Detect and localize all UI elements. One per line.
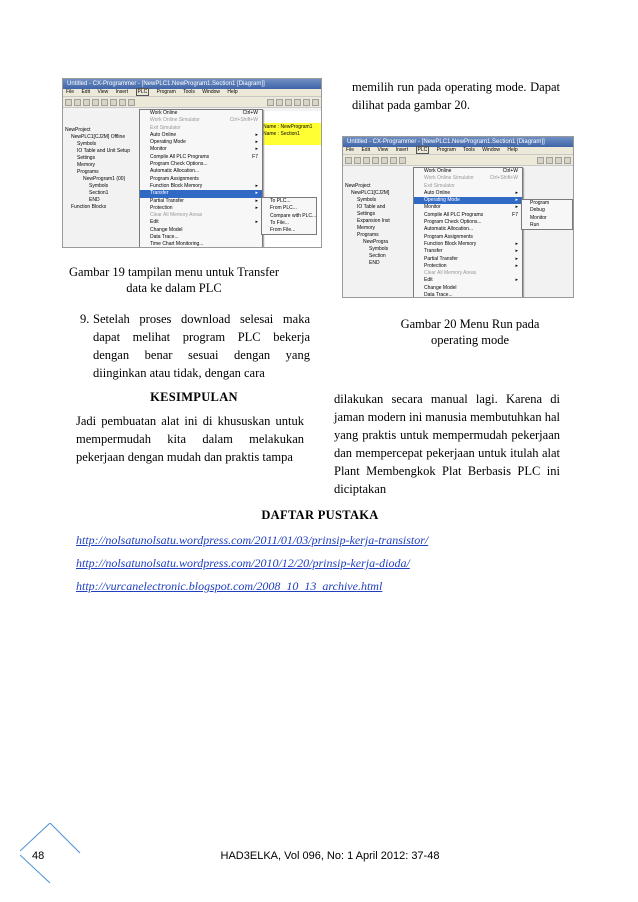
tree-item[interactable]: Programs bbox=[77, 169, 99, 175]
menu-item-auto-online[interactable]: Auto Online ▸ bbox=[150, 131, 258, 138]
menu-item-clear-memory[interactable]: Clear All Memory Areas bbox=[424, 270, 477, 277]
menu-help[interactable]: Help bbox=[227, 89, 238, 95]
tree-item[interactable]: Settings bbox=[357, 211, 376, 217]
transfer-icon[interactable] bbox=[312, 99, 319, 106]
tree-item[interactable]: Function Blocks bbox=[71, 204, 107, 210]
save-icon[interactable] bbox=[83, 99, 90, 106]
menu-item-change-model[interactable]: Change Model bbox=[150, 226, 183, 233]
menubar bbox=[63, 89, 321, 97]
project-tree bbox=[65, 127, 130, 211]
menu-item-exit-simulator[interactable]: Exit Simulator bbox=[150, 124, 181, 131]
menubar bbox=[343, 147, 573, 155]
new-icon[interactable] bbox=[65, 99, 72, 106]
menu-plc[interactable]: PLC bbox=[137, 89, 148, 95]
menu-item-auto-allocation[interactable]: Automatic Allocation... bbox=[150, 168, 200, 175]
menu-plc[interactable]: PLC bbox=[417, 147, 428, 153]
project-tree bbox=[345, 183, 390, 267]
step-9-paragraph: Setelah proses download selesai maka dapat melihat program PLC bekerja dengan benar sesuai dengan yang diinginkan atau tidak, dengan cara bbox=[93, 312, 310, 380]
tree-item[interactable]: Memory bbox=[77, 162, 96, 168]
menu-tools[interactable]: Tools bbox=[183, 89, 195, 95]
toolbar bbox=[63, 97, 321, 108]
ladder-icon[interactable] bbox=[267, 99, 274, 106]
save-icon[interactable] bbox=[363, 157, 370, 164]
menu-item-fb-memory[interactable]: Function Block Memory ▸ bbox=[150, 182, 258, 189]
cut-icon[interactable] bbox=[381, 157, 388, 164]
copy-icon[interactable] bbox=[390, 157, 397, 164]
open-icon[interactable] bbox=[74, 99, 81, 106]
tree-item[interactable]: Settings bbox=[77, 155, 96, 161]
window-title: Untitled - CX-Programmer - [NewPLC1.NewProgram1.Section1 [Diagram]] bbox=[343, 137, 573, 147]
coil-icon[interactable] bbox=[555, 157, 562, 164]
menu-item-program-check[interactable]: Program Check Options... bbox=[150, 161, 208, 168]
right-intro-paragraph: memilih run pada operating mode. Dapat dilihat pada gambar 20. bbox=[352, 80, 560, 112]
menu-window[interactable]: Window bbox=[202, 89, 221, 95]
menu-view[interactable]: View bbox=[97, 89, 109, 95]
step-9-number: 9. bbox=[80, 312, 90, 326]
submenu-to-plc[interactable]: To PLC... bbox=[270, 198, 291, 204]
page-tab-shape bbox=[20, 823, 82, 883]
monitor-icon[interactable] bbox=[303, 99, 310, 106]
menu-window[interactable]: Window bbox=[482, 147, 501, 153]
submenu-compare-plc[interactable]: Compare with PLC... bbox=[270, 212, 317, 219]
submenu-program[interactable]: Program bbox=[530, 200, 550, 206]
menu-program[interactable]: Program bbox=[436, 147, 456, 153]
new-icon[interactable] bbox=[345, 157, 352, 164]
tree-item[interactable]: END bbox=[89, 197, 100, 203]
tree-item[interactable]: END bbox=[369, 260, 380, 266]
menu-tools[interactable]: Tools bbox=[463, 147, 475, 153]
tree-item[interactable]: NewProgram1 (00) bbox=[83, 176, 126, 182]
menu-item-fb-memory[interactable]: Function Block Memory ▸ bbox=[424, 240, 518, 247]
menu-item-auto-online[interactable]: Auto Online ▸ bbox=[424, 189, 518, 196]
menu-item-monitor[interactable]: Monitor ▸ bbox=[424, 204, 518, 211]
menu-item-partial-transfer[interactable]: Partial Transfer ▸ bbox=[424, 255, 518, 262]
tree-item[interactable]: IO Table and Unit Setup bbox=[77, 148, 130, 154]
menu-item-auto-allocation[interactable]: Automatic Allocation... bbox=[424, 226, 474, 233]
menu-item-work-online[interactable]: Work Online Ctrl+W bbox=[424, 168, 518, 174]
page-number: 48 bbox=[32, 850, 45, 862]
menu-item-work-online-simulator[interactable]: Work Online Simulator Ctrl+Shift+W bbox=[150, 117, 258, 124]
reference-link[interactable]: http://nolsatunolsatu.wordpress.com/2011/01/03/prinsip-kerja-transistor/ bbox=[76, 533, 429, 547]
menu-item-program-assignments[interactable]: Program Assignments bbox=[150, 175, 199, 182]
figure-20-screenshot bbox=[342, 136, 574, 298]
menu-item-operating-mode[interactable]: Operating Mode ▸ bbox=[414, 197, 522, 204]
toolbar bbox=[343, 155, 573, 166]
window-title: Untitled - CX-Programmer - [NewPLC1.NewProgram1.Section1 [Diagram]] bbox=[63, 79, 321, 89]
menu-insert[interactable]: Insert bbox=[115, 89, 129, 95]
submenu-from-file[interactable]: From File... bbox=[270, 227, 296, 234]
tree-item[interactable]: Memory bbox=[357, 225, 376, 231]
operating-mode-submenu bbox=[521, 199, 573, 230]
tree-item[interactable]: Symbols bbox=[89, 183, 109, 189]
program-name-label: Name : NewProgram1 bbox=[263, 124, 313, 130]
tree-item[interactable]: NewProgra bbox=[363, 239, 389, 245]
tree-item[interactable]: Expansion Inst bbox=[357, 218, 390, 224]
reference-link[interactable]: http://vurcanelectronic.blogspot.com/2008_10_13_archive.html bbox=[76, 579, 383, 593]
tree-item[interactable]: Section1 bbox=[89, 190, 109, 196]
plc-menu bbox=[139, 109, 263, 248]
plc-menu bbox=[413, 167, 523, 298]
menu-item-exit-simulator[interactable]: Exit Simulator bbox=[424, 182, 455, 189]
tree-item[interactable]: Symbols bbox=[369, 246, 389, 252]
menu-item-time-chart[interactable]: Time Chart Monitoring... bbox=[150, 241, 204, 248]
tree-item[interactable]: Symbols bbox=[77, 141, 97, 147]
ladder-icon[interactable] bbox=[537, 157, 544, 164]
menu-item-program-check[interactable]: Program Check Options... bbox=[424, 219, 482, 226]
menu-item-work-online[interactable]: Work Online Ctrl+W bbox=[150, 110, 258, 116]
submenu-monitor[interactable]: Monitor bbox=[530, 214, 547, 221]
menu-edit[interactable]: Edit bbox=[81, 89, 91, 95]
submenu-debug[interactable]: Debug bbox=[530, 207, 545, 214]
menu-item-partial-transfer[interactable]: Partial Transfer ▸ bbox=[150, 197, 258, 204]
paste-icon[interactable] bbox=[399, 157, 406, 164]
submenu-run[interactable]: Run bbox=[530, 221, 540, 228]
kesimpulan-heading: KESIMPULAN bbox=[150, 390, 238, 404]
menu-item-edit[interactable]: Edit ▸ bbox=[424, 277, 518, 284]
print-icon[interactable] bbox=[92, 99, 99, 106]
open-icon[interactable] bbox=[354, 157, 361, 164]
online-icon[interactable] bbox=[294, 99, 301, 106]
menu-item-program-assignments[interactable]: Program Assignments bbox=[424, 233, 473, 240]
copy-icon[interactable] bbox=[110, 99, 117, 106]
cut-icon[interactable] bbox=[101, 99, 108, 106]
menu-edit[interactable]: Edit bbox=[361, 147, 371, 153]
menu-item-work-online-simulator[interactable]: Work Online Simulator Ctrl+Shift+W bbox=[424, 175, 518, 182]
reference-link[interactable]: http://nolsatunolsatu.wordpress.com/2010/12/20/prinsip-kerja-dioda/ bbox=[76, 556, 410, 570]
monitor-icon[interactable] bbox=[564, 157, 571, 164]
tree-item[interactable]: NewProject bbox=[65, 127, 91, 133]
contact-icon[interactable] bbox=[276, 99, 283, 106]
section-info-box bbox=[260, 123, 321, 145]
figure-19-screenshot bbox=[62, 78, 322, 248]
coil-icon[interactable] bbox=[285, 99, 292, 106]
tree-item[interactable]: Symbols bbox=[357, 197, 377, 203]
menu-insert[interactable]: Insert bbox=[395, 147, 409, 153]
menu-program[interactable]: Program bbox=[156, 89, 176, 95]
menu-item-data-trace[interactable]: Data Trace... bbox=[150, 234, 179, 241]
tree-item[interactable]: Programs bbox=[357, 232, 379, 238]
submenu-from-plc[interactable]: From PLC... bbox=[270, 205, 297, 212]
tree-item[interactable]: Section bbox=[369, 253, 386, 259]
menu-item-compile[interactable]: Compile All PLC Programs F7 bbox=[424, 211, 518, 218]
menu-item-transfer[interactable]: Transfer ▸ bbox=[140, 190, 262, 197]
daftar-pustaka-heading: DAFTAR PUSTAKA bbox=[261, 508, 379, 522]
menu-item-protection[interactable]: Protection ▸ bbox=[424, 262, 518, 269]
menu-view[interactable]: View bbox=[377, 147, 389, 153]
figure-20-caption: Gambar 20 Menu Run pada operating mode bbox=[400, 317, 540, 347]
submenu-to-file[interactable]: To File... bbox=[270, 219, 289, 226]
tree-item[interactable]: IO Table and bbox=[357, 204, 386, 210]
kesimpulan-right-paragraph: dilakukan secara manual lagi. Karena di jaman modern ini manusia membutuhkan hal yang praktis untuk mempermudah pekerjaan dan mempercepat pekerjaan untuk itulah alat Plant Membengkok Plat Berbasis PLC ini diciptakan bbox=[334, 392, 560, 496]
menu-file[interactable]: File bbox=[66, 89, 75, 95]
print-icon[interactable] bbox=[372, 157, 379, 164]
menu-item-protection[interactable]: Protection ▸ bbox=[150, 204, 258, 211]
menu-item-compile[interactable]: Compile All PLC Programs F7 bbox=[150, 153, 258, 160]
menu-item-data-trace[interactable]: Data Trace... bbox=[424, 292, 453, 298]
tree-item[interactable]: NewPLC1[CJ2M] bbox=[351, 190, 390, 196]
transfer-submenu bbox=[261, 197, 317, 235]
tree-item[interactable]: NewPLC1[CJ2M] Offline bbox=[71, 134, 126, 140]
tree-item[interactable]: NewProject bbox=[345, 183, 371, 189]
journal-footer: HAD3ELKA, Vol 096, No: 1 April 2012: 37-48 bbox=[220, 850, 440, 862]
menu-item-transfer[interactable]: Transfer ▸ bbox=[424, 248, 518, 255]
section-name-label: Name : Section1 bbox=[263, 131, 300, 137]
menu-item-change-model[interactable]: Change Model bbox=[424, 284, 457, 291]
menu-item-clear-memory[interactable]: Clear All Memory Areas bbox=[150, 212, 203, 219]
undo-icon[interactable] bbox=[128, 99, 135, 106]
figure-19-caption: Gambar 19 tampilan menu untuk Transfer data ke dalam PLC bbox=[68, 265, 280, 295]
kesimpulan-left-paragraph: Jadi pembuatan alat ini di khususkan untuk mempermudah kita dalam melakukan pekerjaan dengan mudah dan praktis tampa bbox=[76, 414, 304, 464]
menu-help[interactable]: Help bbox=[507, 147, 518, 153]
contact-icon[interactable] bbox=[546, 157, 553, 164]
paste-icon[interactable] bbox=[119, 99, 126, 106]
menu-item-monitor[interactable]: Monitor ▸ bbox=[150, 146, 258, 153]
menu-item-operating-mode[interactable]: Operating Mode ▸ bbox=[150, 139, 258, 146]
menu-file[interactable]: File bbox=[346, 147, 355, 153]
menu-item-edit[interactable]: Edit ▸ bbox=[150, 219, 258, 226]
